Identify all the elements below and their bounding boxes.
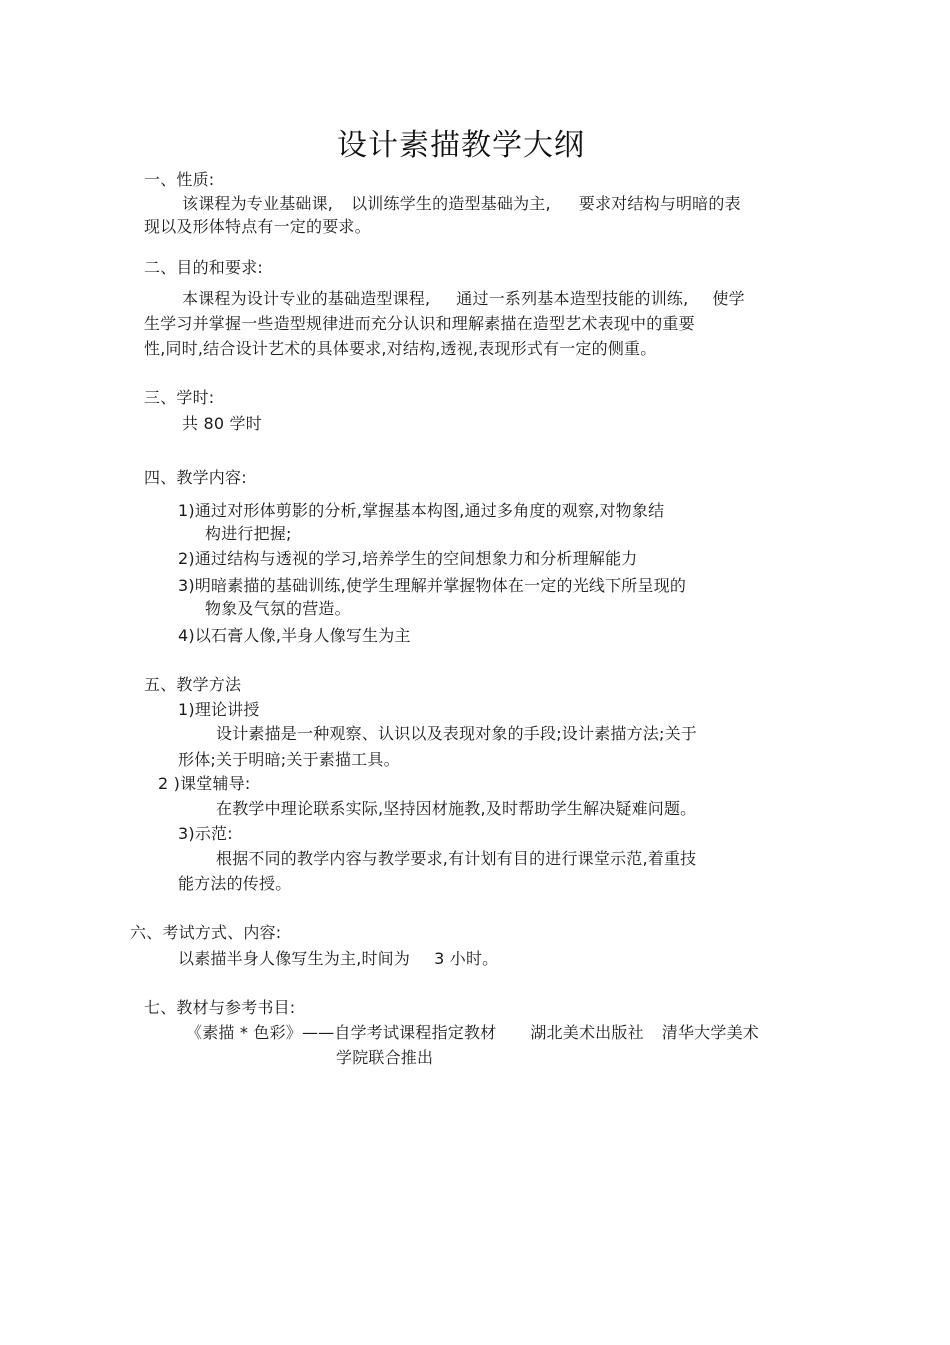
section-2-line-3: 性,同时,结合设计艺术的具体要求,对结构,透视,表现形式有一定的侧重。 xyxy=(144,339,657,358)
section-1-text-b: 以训练学生的造型基础为主, xyxy=(351,194,551,213)
content-item-3-line-1: 3)明暗素描的基础训练,使学生理解并掌握物体在一定的光线下所呈现的 xyxy=(178,576,687,595)
content-item-3-line-2: 物象及气氛的营造。 xyxy=(205,599,351,618)
method-3-line-1: 根据不同的教学内容与教学要求,有计划有目的进行课堂示范,着重技 xyxy=(216,849,697,868)
section-2-text-c: 使学 xyxy=(712,289,745,308)
textbook-partner: 清华大学美术 xyxy=(661,1023,759,1042)
method-1-line-2: 形体;关于明暗;关于素描工具。 xyxy=(178,750,400,769)
section-6-line-1 xyxy=(178,948,498,970)
method-3-title: 3)示范: xyxy=(178,824,233,843)
section-1-line-1 xyxy=(182,193,741,215)
content-item-2: 2)通过结构与透视的学习,培养学生的空间想象力和分析理解能力 xyxy=(178,549,638,568)
section-1-text-a: 该课程为专业基础课, xyxy=(182,194,334,213)
document-title: 设计素描教学大纲 xyxy=(337,128,585,163)
section-2-line-2: 生学习并掌握一些造型规律进而充分认识和理解素描在造型艺术表现中的重要 xyxy=(144,314,695,333)
exam-text-b: 3 小时。 xyxy=(434,949,499,968)
section-1-text-c: 要求对结构与明暗的表 xyxy=(578,194,741,213)
textbook-publisher: 湖北美术出版社 xyxy=(530,1023,644,1042)
section-2-line-1 xyxy=(182,288,745,310)
content-item-1-line-2: 构进行把握; xyxy=(205,524,292,543)
section-3-heading: 三、学时: xyxy=(144,388,215,407)
section-2-text-b: 通过一系列基本造型技能的训练, xyxy=(456,289,689,308)
exam-text-a: 以素描半身人像写生为主,时间为 xyxy=(178,949,411,968)
method-3-line-2: 能方法的传授。 xyxy=(178,874,292,893)
section-7-line-1 xyxy=(186,1022,759,1044)
section-7-line-2: 学院联合推出 xyxy=(336,1048,434,1067)
textbook-title: 《素描 * 色彩》——自学考试课程指定教材 xyxy=(186,1023,497,1042)
section-1-heading: 一、性质: xyxy=(144,170,215,189)
section-2-text-a: 本课程为设计专业的基础造型课程, xyxy=(182,289,431,308)
section-6-heading: 六、考试方式、内容: xyxy=(130,923,282,942)
section-5-heading: 五、教学方法 xyxy=(144,675,242,694)
section-2-heading: 二、目的和要求: xyxy=(144,258,263,277)
section-4-heading: 四、教学内容: xyxy=(144,468,247,487)
content-item-4: 4)以石膏人像,半身人像写生为主 xyxy=(178,626,411,645)
section-1-line-2: 现以及形体特点有一定的要求。 xyxy=(144,217,371,236)
content-item-1-line-1: 1)通过对形体剪影的分析,掌握基本构图,通过多角度的观察,对物象结 xyxy=(178,501,665,520)
section-7-heading: 七、教材与参考书目: xyxy=(144,998,296,1017)
method-2-line-1: 在教学中理论联系实际,坚持因材施教,及时帮助学生解决疑难问题。 xyxy=(216,799,697,818)
method-2-title: 2 )课堂辅导: xyxy=(158,774,251,793)
method-1-line-1: 设计素描是一种观察、认识以及表现对象的手段;设计素描方法;关于 xyxy=(216,724,697,743)
method-1-title: 1)理论讲授 xyxy=(178,700,260,719)
section-3-hours: 共 80 学时 xyxy=(182,414,262,433)
